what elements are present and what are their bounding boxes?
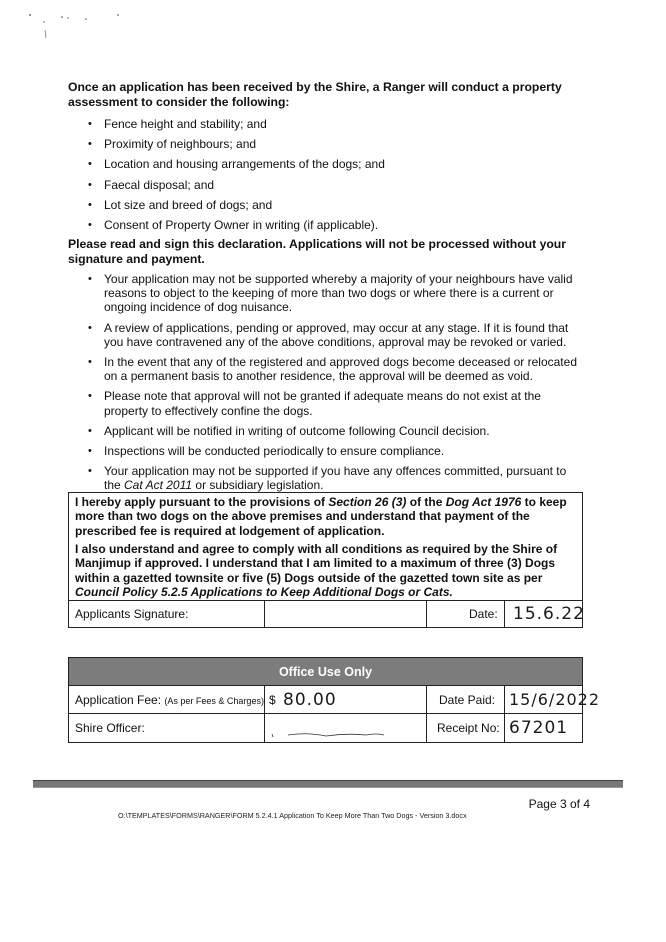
bullet-icon: • xyxy=(88,424,92,437)
divider xyxy=(426,601,427,628)
bullet-icon: • xyxy=(88,158,92,171)
shire-officer-field[interactable] xyxy=(266,714,426,742)
table-row xyxy=(69,686,601,714)
conditions-list xyxy=(86,272,586,499)
officer-scribble-mark xyxy=(266,714,426,742)
table-row xyxy=(69,714,582,742)
declaration-heading: Please read and sign this declaration. Applications will not be processed without your signature and payment. xyxy=(68,237,566,266)
divider xyxy=(264,686,265,714)
signature-field[interactable] xyxy=(266,601,426,628)
application-fee-field[interactable]: 80.00 xyxy=(283,690,337,710)
list-item: • Consent of Property Owner in writing (if applicable). xyxy=(88,217,379,232)
bullet-icon: • xyxy=(88,118,92,130)
list-item: • Inspections will be conducted periodically to ensure compliance. xyxy=(88,444,445,459)
signature-label: Applicants Signature: xyxy=(75,607,189,621)
bullet-icon: • xyxy=(88,390,92,403)
bullet-icon: • xyxy=(88,218,92,231)
receipt-no-field[interactable]: 67201 xyxy=(509,718,569,738)
declaration-paragraph-2: I also understand and agree to comply with all conditions as required by the Shire of Manjimup if approved. I understand that I am limited to a maximum of three (3) Dogs within a gazetted townsite or five (5) Dogs outside of the gazetted town site as per Council Policy 5.2.5 Applications to Keep Additional Dogs or Cats. xyxy=(75,542,558,599)
divider xyxy=(426,714,427,742)
list-item: • Proximity of neighbours; and xyxy=(88,137,257,152)
file-path: O:\TEMPLATES\FORMS\RANGER\FORM 5.2.4.1 Application To Keep More Than Two Dogs - Version 3.docx xyxy=(118,811,467,820)
shire-officer-label: Shire Officer: xyxy=(75,721,145,735)
scan-artifact-marks xyxy=(28,12,128,46)
bullet-icon: • xyxy=(88,273,92,285)
list-item: • Faecal disposal; and xyxy=(88,177,215,192)
page-number: Page 3 of 4 xyxy=(528,797,590,811)
date-label: Date: xyxy=(469,607,498,621)
date-paid-field[interactable]: 15/6/2022 xyxy=(509,690,601,709)
divider xyxy=(504,601,505,628)
divider xyxy=(504,714,505,742)
office-use-table xyxy=(68,657,601,743)
bullet-icon: • xyxy=(88,198,92,211)
declaration-paragraph-1: I hereby apply pursuant to the provisions of Section 26 (3) of the Dog Act 1976 to keep more than two dogs on the above premises and understand that payment of the prescribed fee is required at lodgement of application. xyxy=(75,495,567,538)
bullet-icon: • xyxy=(88,356,92,369)
bullet-icon: • xyxy=(88,138,92,151)
divider xyxy=(426,686,427,714)
currency-symbol: $ xyxy=(269,693,276,707)
declaration-box xyxy=(68,492,583,628)
list-item: • Please note that approval will not be granted if adequate means do not exist at the property to effectively confine the dogs. xyxy=(88,389,541,418)
list-item: • Fence height and stability; and xyxy=(88,117,267,131)
bullet-icon: • xyxy=(88,445,92,458)
bullet-icon: • xyxy=(88,178,92,191)
divider xyxy=(504,686,505,714)
footer-divider xyxy=(33,780,623,788)
receipt-no-label: Receipt No: xyxy=(437,721,500,735)
assessment-intro: Once an application has been received by the Shire, a Ranger will conduct a property assessment to consider the following: xyxy=(68,80,562,109)
list-item: • Your application may not be supported if you have any offences committed, pursuant to the Cat Act 2011 or subsidiary legislation. xyxy=(88,464,567,493)
signature-date-field[interactable]: 15.6.22 xyxy=(513,604,585,624)
bullet-icon: • xyxy=(88,321,92,334)
assessment-criteria-list xyxy=(86,117,586,238)
list-item: • In the event that any of the registered and approved dogs become deceased or relocated on a permanent basis to another residence, the approval will be deemed as void. xyxy=(88,355,577,384)
list-item: • Lot size and breed of dogs; and xyxy=(88,197,273,212)
list-item: • Applicant will be notified in writing of outcome following Council decision. xyxy=(88,423,490,438)
signature-row xyxy=(69,600,585,628)
bullet-icon: • xyxy=(88,465,92,478)
list-item: • A review of applications, pending or approved, may occur at any stage. If it is found that you have contravened any of the above conditions, approval may be revoked or varied. xyxy=(88,320,569,349)
list-item: • Location and housing arrangements of the dogs; and xyxy=(88,157,385,172)
office-use-heading: Office Use Only xyxy=(69,658,582,686)
application-fee-label: Application Fee: (As per Fees & Charges) xyxy=(75,693,264,707)
list-item: • Your application may not be supported whereby a majority of your neighbours have valid reasons to object to the keeping of more than two dogs or where there is a current or ongoing incidence of dog nuisance. xyxy=(88,272,573,315)
date-paid-label: Date Paid: xyxy=(439,693,496,707)
